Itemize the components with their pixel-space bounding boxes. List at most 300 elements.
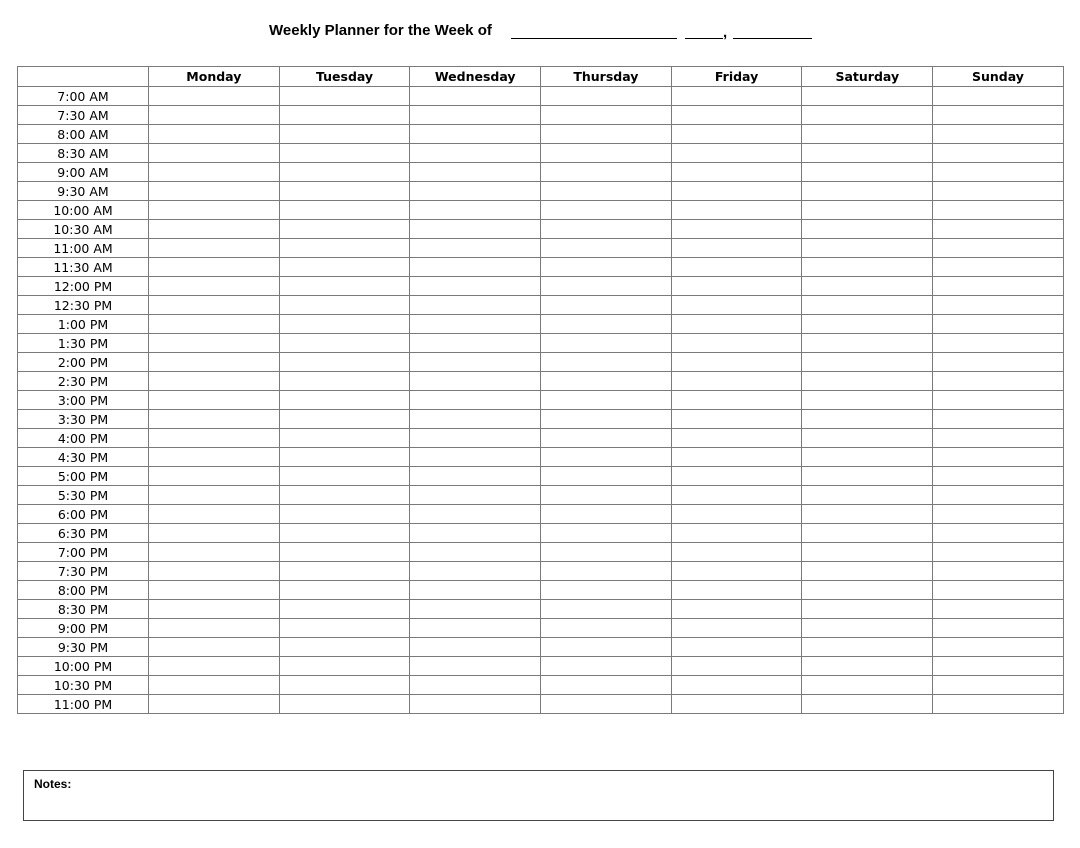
- time-label: 7:00 PM: [18, 543, 149, 562]
- slot-tuesday[interactable]: [279, 600, 410, 619]
- time-label: 9:30 PM: [18, 638, 149, 657]
- slot-monday[interactable]: [149, 410, 280, 429]
- slot-friday[interactable]: [671, 258, 802, 277]
- slot-thursday[interactable]: [541, 277, 672, 296]
- slot-monday[interactable]: [149, 372, 280, 391]
- slot-friday[interactable]: [671, 201, 802, 220]
- slot-sunday[interactable]: [933, 372, 1064, 391]
- slot-wednesday[interactable]: [410, 467, 541, 486]
- slot-thursday[interactable]: [541, 391, 672, 410]
- slot-thursday[interactable]: [541, 581, 672, 600]
- time-label: 6:30 PM: [18, 524, 149, 543]
- slot-thursday[interactable]: [541, 258, 672, 277]
- slot-monday[interactable]: [149, 125, 280, 144]
- time-label: 1:00 PM: [18, 315, 149, 334]
- planner-header: [0, 20, 1080, 44]
- slot-thursday[interactable]: [541, 125, 672, 144]
- time-label: 3:00 PM: [18, 391, 149, 410]
- time-row: [18, 163, 1064, 182]
- slot-tuesday[interactable]: [279, 505, 410, 524]
- slot-thursday[interactable]: [541, 353, 672, 372]
- slot-sunday[interactable]: [933, 163, 1064, 182]
- slot-tuesday[interactable]: [279, 467, 410, 486]
- slot-thursday[interactable]: [541, 163, 672, 182]
- slot-sunday[interactable]: [933, 391, 1064, 410]
- slot-wednesday[interactable]: [410, 125, 541, 144]
- time-label: 9:00 PM: [18, 619, 149, 638]
- slot-saturday[interactable]: [802, 467, 933, 486]
- slot-saturday[interactable]: [802, 695, 933, 714]
- slot-thursday[interactable]: [541, 87, 672, 106]
- time-label: 5:00 PM: [18, 467, 149, 486]
- slot-thursday[interactable]: [541, 106, 672, 125]
- slot-saturday[interactable]: [802, 296, 933, 315]
- time-label: 10:00 PM: [18, 657, 149, 676]
- slot-saturday[interactable]: [802, 543, 933, 562]
- slot-friday[interactable]: [671, 87, 802, 106]
- slot-sunday[interactable]: [933, 296, 1064, 315]
- slot-wednesday[interactable]: [410, 638, 541, 657]
- slot-sunday[interactable]: [933, 505, 1064, 524]
- time-label: 12:00 PM: [18, 277, 149, 296]
- slot-tuesday[interactable]: [279, 429, 410, 448]
- slot-tuesday[interactable]: [279, 277, 410, 296]
- time-row: [18, 410, 1064, 429]
- slot-friday[interactable]: [671, 144, 802, 163]
- slot-wednesday[interactable]: [410, 239, 541, 258]
- slot-saturday[interactable]: [802, 657, 933, 676]
- slot-tuesday[interactable]: [279, 182, 410, 201]
- slot-sunday[interactable]: [933, 239, 1064, 258]
- slot-sunday[interactable]: [933, 201, 1064, 220]
- slot-monday[interactable]: [149, 391, 280, 410]
- slot-saturday[interactable]: [802, 163, 933, 182]
- slot-saturday[interactable]: [802, 125, 933, 144]
- slot-tuesday[interactable]: [279, 334, 410, 353]
- slot-wednesday[interactable]: [410, 201, 541, 220]
- time-row: [18, 106, 1064, 125]
- slot-monday[interactable]: [149, 486, 280, 505]
- slot-wednesday[interactable]: [410, 87, 541, 106]
- time-label: 8:30 AM: [18, 144, 149, 163]
- slot-wednesday[interactable]: [410, 505, 541, 524]
- slot-saturday[interactable]: [802, 277, 933, 296]
- slot-friday[interactable]: [671, 125, 802, 144]
- slot-tuesday[interactable]: [279, 258, 410, 277]
- slot-sunday[interactable]: [933, 315, 1064, 334]
- time-label: 11:30 AM: [18, 258, 149, 277]
- time-row: [18, 277, 1064, 296]
- slot-thursday[interactable]: [541, 657, 672, 676]
- slot-thursday[interactable]: [541, 619, 672, 638]
- slot-friday[interactable]: [671, 391, 802, 410]
- slot-tuesday[interactable]: [279, 581, 410, 600]
- slot-saturday[interactable]: [802, 353, 933, 372]
- time-label: 3:30 PM: [18, 410, 149, 429]
- slot-saturday[interactable]: [802, 201, 933, 220]
- slot-sunday[interactable]: [933, 486, 1064, 505]
- slot-thursday[interactable]: [541, 676, 672, 695]
- slot-wednesday[interactable]: [410, 163, 541, 182]
- slot-friday[interactable]: [671, 543, 802, 562]
- slot-friday[interactable]: [671, 372, 802, 391]
- slot-tuesday[interactable]: [279, 239, 410, 258]
- slot-saturday[interactable]: [802, 600, 933, 619]
- slot-wednesday[interactable]: [410, 258, 541, 277]
- slot-friday[interactable]: [671, 353, 802, 372]
- time-label: 7:30 AM: [18, 106, 149, 125]
- date-comma: ,: [723, 24, 728, 41]
- slot-tuesday[interactable]: [279, 296, 410, 315]
- slot-wednesday[interactable]: [410, 676, 541, 695]
- time-label: 10:30 AM: [18, 220, 149, 239]
- slot-friday[interactable]: [671, 676, 802, 695]
- slot-friday[interactable]: [671, 467, 802, 486]
- slot-tuesday[interactable]: [279, 448, 410, 467]
- slot-thursday[interactable]: [541, 695, 672, 714]
- time-row: [18, 296, 1064, 315]
- slot-tuesday[interactable]: [279, 87, 410, 106]
- slot-saturday[interactable]: [802, 619, 933, 638]
- slot-monday[interactable]: [149, 258, 280, 277]
- time-row: [18, 258, 1064, 277]
- slot-saturday[interactable]: [802, 220, 933, 239]
- slot-thursday[interactable]: [541, 524, 672, 543]
- slot-monday[interactable]: [149, 695, 280, 714]
- slot-friday[interactable]: [671, 524, 802, 543]
- slot-wednesday[interactable]: [410, 448, 541, 467]
- slot-saturday[interactable]: [802, 505, 933, 524]
- year-blank-field[interactable]: [733, 38, 812, 39]
- slot-friday[interactable]: [671, 106, 802, 125]
- time-row: [18, 600, 1064, 619]
- slot-saturday[interactable]: [802, 372, 933, 391]
- slot-tuesday[interactable]: [279, 638, 410, 657]
- time-label: 4:00 PM: [18, 429, 149, 448]
- time-row: [18, 391, 1064, 410]
- slot-wednesday[interactable]: [410, 695, 541, 714]
- slot-sunday[interactable]: [933, 676, 1064, 695]
- slot-saturday[interactable]: [802, 106, 933, 125]
- time-label: 7:00 AM: [18, 87, 149, 106]
- slot-monday[interactable]: [149, 448, 280, 467]
- slot-wednesday[interactable]: [410, 372, 541, 391]
- slot-monday[interactable]: [149, 562, 280, 581]
- slot-tuesday[interactable]: [279, 220, 410, 239]
- time-label: 7:30 PM: [18, 562, 149, 581]
- slot-wednesday[interactable]: [410, 220, 541, 239]
- slot-thursday[interactable]: [541, 562, 672, 581]
- slot-friday[interactable]: [671, 695, 802, 714]
- slot-saturday[interactable]: [802, 448, 933, 467]
- time-row: [18, 676, 1064, 695]
- slot-tuesday[interactable]: [279, 486, 410, 505]
- slot-friday[interactable]: [671, 277, 802, 296]
- time-label: 2:30 PM: [18, 372, 149, 391]
- slot-saturday[interactable]: [802, 410, 933, 429]
- time-row: [18, 448, 1064, 467]
- slot-sunday[interactable]: [933, 619, 1064, 638]
- slot-monday[interactable]: [149, 315, 280, 334]
- slot-tuesday[interactable]: [279, 144, 410, 163]
- slot-saturday[interactable]: [802, 334, 933, 353]
- slot-tuesday[interactable]: [279, 695, 410, 714]
- slot-monday[interactable]: [149, 220, 280, 239]
- slot-wednesday[interactable]: [410, 296, 541, 315]
- day-header-tuesday: Tuesday: [279, 67, 410, 87]
- time-label: 9:30 AM: [18, 182, 149, 201]
- slot-sunday[interactable]: [933, 543, 1064, 562]
- slot-thursday[interactable]: [541, 486, 672, 505]
- slot-tuesday[interactable]: [279, 163, 410, 182]
- slot-wednesday[interactable]: [410, 353, 541, 372]
- slot-saturday[interactable]: [802, 144, 933, 163]
- slot-friday[interactable]: [671, 239, 802, 258]
- time-label: 10:30 PM: [18, 676, 149, 695]
- slot-monday[interactable]: [149, 676, 280, 695]
- slot-thursday[interactable]: [541, 448, 672, 467]
- slot-saturday[interactable]: [802, 429, 933, 448]
- time-row: [18, 125, 1064, 144]
- slot-friday[interactable]: [671, 562, 802, 581]
- slot-wednesday[interactable]: [410, 524, 541, 543]
- slot-monday[interactable]: [149, 239, 280, 258]
- slot-sunday[interactable]: [933, 277, 1064, 296]
- slot-friday[interactable]: [671, 657, 802, 676]
- slot-wednesday[interactable]: [410, 410, 541, 429]
- time-row: [18, 467, 1064, 486]
- time-row: [18, 657, 1064, 676]
- slot-saturday[interactable]: [802, 676, 933, 695]
- slot-sunday[interactable]: [933, 220, 1064, 239]
- time-label: 8:30 PM: [18, 600, 149, 619]
- week-blank-field[interactable]: [511, 38, 677, 39]
- slot-sunday[interactable]: [933, 657, 1064, 676]
- time-label: 4:30 PM: [18, 448, 149, 467]
- slot-monday[interactable]: [149, 638, 280, 657]
- slot-sunday[interactable]: [933, 448, 1064, 467]
- slot-friday[interactable]: [671, 448, 802, 467]
- slot-monday[interactable]: [149, 581, 280, 600]
- slot-thursday[interactable]: [541, 600, 672, 619]
- planner-body: [18, 87, 1064, 714]
- slot-sunday[interactable]: [933, 600, 1064, 619]
- day-header-monday: Monday: [149, 67, 280, 87]
- slot-friday[interactable]: [671, 315, 802, 334]
- slot-monday[interactable]: [149, 467, 280, 486]
- slot-wednesday[interactable]: [410, 543, 541, 562]
- slot-sunday[interactable]: [933, 182, 1064, 201]
- time-row: [18, 562, 1064, 581]
- notes-box[interactable]: [23, 770, 1054, 821]
- slot-sunday[interactable]: [933, 353, 1064, 372]
- time-row: [18, 239, 1064, 258]
- slot-saturday[interactable]: [802, 524, 933, 543]
- slot-wednesday[interactable]: [410, 106, 541, 125]
- slot-monday[interactable]: [149, 277, 280, 296]
- slot-wednesday[interactable]: [410, 429, 541, 448]
- page-title: Weekly Planner for the Week of: [269, 22, 492, 39]
- slot-saturday[interactable]: [802, 182, 933, 201]
- month-blank-field[interactable]: [685, 38, 723, 39]
- time-row: [18, 353, 1064, 372]
- slot-wednesday[interactable]: [410, 315, 541, 334]
- slot-thursday[interactable]: [541, 239, 672, 258]
- slot-tuesday[interactable]: [279, 391, 410, 410]
- slot-saturday[interactable]: [802, 258, 933, 277]
- slot-tuesday[interactable]: [279, 524, 410, 543]
- slot-tuesday[interactable]: [279, 125, 410, 144]
- slot-thursday[interactable]: [541, 182, 672, 201]
- day-header-friday: Friday: [671, 67, 802, 87]
- slot-sunday[interactable]: [933, 125, 1064, 144]
- slot-monday[interactable]: [149, 353, 280, 372]
- slot-sunday[interactable]: [933, 562, 1064, 581]
- slot-monday[interactable]: [149, 334, 280, 353]
- slot-thursday[interactable]: [541, 315, 672, 334]
- time-row: [18, 182, 1064, 201]
- time-row: [18, 220, 1064, 239]
- corner-cell: [18, 67, 149, 87]
- slot-friday[interactable]: [671, 296, 802, 315]
- slot-monday[interactable]: [149, 144, 280, 163]
- slot-tuesday[interactable]: [279, 619, 410, 638]
- slot-friday[interactable]: [671, 410, 802, 429]
- day-header-thursday: Thursday: [541, 67, 672, 87]
- slot-monday[interactable]: [149, 182, 280, 201]
- slot-sunday[interactable]: [933, 429, 1064, 448]
- slot-friday[interactable]: [671, 163, 802, 182]
- slot-tuesday[interactable]: [279, 315, 410, 334]
- slot-saturday[interactable]: [802, 562, 933, 581]
- time-label: 8:00 PM: [18, 581, 149, 600]
- slot-thursday[interactable]: [541, 296, 672, 315]
- slot-monday[interactable]: [149, 201, 280, 220]
- slot-saturday[interactable]: [802, 486, 933, 505]
- time-row: [18, 144, 1064, 163]
- slot-monday[interactable]: [149, 524, 280, 543]
- slot-saturday[interactable]: [802, 391, 933, 410]
- slot-thursday[interactable]: [541, 467, 672, 486]
- time-row: [18, 695, 1064, 714]
- time-row: [18, 581, 1064, 600]
- slot-sunday[interactable]: [933, 638, 1064, 657]
- slot-sunday[interactable]: [933, 87, 1064, 106]
- slot-thursday[interactable]: [541, 543, 672, 562]
- time-label: 1:30 PM: [18, 334, 149, 353]
- slot-wednesday[interactable]: [410, 581, 541, 600]
- slot-wednesday[interactable]: [410, 391, 541, 410]
- slot-thursday[interactable]: [541, 201, 672, 220]
- slot-wednesday[interactable]: [410, 657, 541, 676]
- slot-friday[interactable]: [671, 505, 802, 524]
- slot-monday[interactable]: [149, 657, 280, 676]
- slot-friday[interactable]: [671, 220, 802, 239]
- slot-tuesday[interactable]: [279, 372, 410, 391]
- slot-monday[interactable]: [149, 543, 280, 562]
- time-row: [18, 334, 1064, 353]
- slot-tuesday[interactable]: [279, 676, 410, 695]
- slot-friday[interactable]: [671, 486, 802, 505]
- slot-sunday[interactable]: [933, 258, 1064, 277]
- slot-thursday[interactable]: [541, 638, 672, 657]
- slot-friday[interactable]: [671, 638, 802, 657]
- slot-sunday[interactable]: [933, 695, 1064, 714]
- time-row: [18, 201, 1064, 220]
- slot-saturday[interactable]: [802, 87, 933, 106]
- slot-sunday[interactable]: [933, 410, 1064, 429]
- slot-monday[interactable]: [149, 87, 280, 106]
- slot-wednesday[interactable]: [410, 144, 541, 163]
- slot-friday[interactable]: [671, 619, 802, 638]
- slot-sunday[interactable]: [933, 467, 1064, 486]
- time-row: [18, 87, 1064, 106]
- slot-friday[interactable]: [671, 429, 802, 448]
- slot-saturday[interactable]: [802, 638, 933, 657]
- slot-monday[interactable]: [149, 505, 280, 524]
- slot-monday[interactable]: [149, 296, 280, 315]
- slot-wednesday[interactable]: [410, 562, 541, 581]
- slot-friday[interactable]: [671, 182, 802, 201]
- time-label: 9:00 AM: [18, 163, 149, 182]
- time-row: [18, 372, 1064, 391]
- slot-thursday[interactable]: [541, 505, 672, 524]
- time-label: 10:00 AM: [18, 201, 149, 220]
- slot-tuesday[interactable]: [279, 410, 410, 429]
- slot-monday[interactable]: [149, 600, 280, 619]
- slot-saturday[interactable]: [802, 239, 933, 258]
- slot-tuesday[interactable]: [279, 106, 410, 125]
- slot-thursday[interactable]: [541, 429, 672, 448]
- slot-wednesday[interactable]: [410, 182, 541, 201]
- slot-monday[interactable]: [149, 163, 280, 182]
- slot-sunday[interactable]: [933, 524, 1064, 543]
- time-row: [18, 486, 1064, 505]
- slot-wednesday[interactable]: [410, 619, 541, 638]
- time-row: [18, 524, 1064, 543]
- slot-monday[interactable]: [149, 619, 280, 638]
- slot-monday[interactable]: [149, 429, 280, 448]
- slot-thursday[interactable]: [541, 334, 672, 353]
- slot-wednesday[interactable]: [410, 486, 541, 505]
- slot-wednesday[interactable]: [410, 277, 541, 296]
- slot-sunday[interactable]: [933, 144, 1064, 163]
- slot-thursday[interactable]: [541, 410, 672, 429]
- slot-sunday[interactable]: [933, 581, 1064, 600]
- slot-friday[interactable]: [671, 334, 802, 353]
- slot-friday[interactable]: [671, 581, 802, 600]
- slot-saturday[interactable]: [802, 315, 933, 334]
- slot-thursday[interactable]: [541, 220, 672, 239]
- slot-thursday[interactable]: [541, 144, 672, 163]
- slot-friday[interactable]: [671, 600, 802, 619]
- slot-sunday[interactable]: [933, 106, 1064, 125]
- slot-tuesday[interactable]: [279, 657, 410, 676]
- slot-wednesday[interactable]: [410, 334, 541, 353]
- slot-tuesday[interactable]: [279, 562, 410, 581]
- slot-saturday[interactable]: [802, 581, 933, 600]
- time-row: [18, 505, 1064, 524]
- slot-sunday[interactable]: [933, 334, 1064, 353]
- slot-tuesday[interactable]: [279, 201, 410, 220]
- weekly-planner-table: [17, 66, 1064, 714]
- slot-tuesday[interactable]: [279, 353, 410, 372]
- time-row: [18, 429, 1064, 448]
- slot-monday[interactable]: [149, 106, 280, 125]
- slot-tuesday[interactable]: [279, 543, 410, 562]
- slot-wednesday[interactable]: [410, 600, 541, 619]
- slot-thursday[interactable]: [541, 372, 672, 391]
